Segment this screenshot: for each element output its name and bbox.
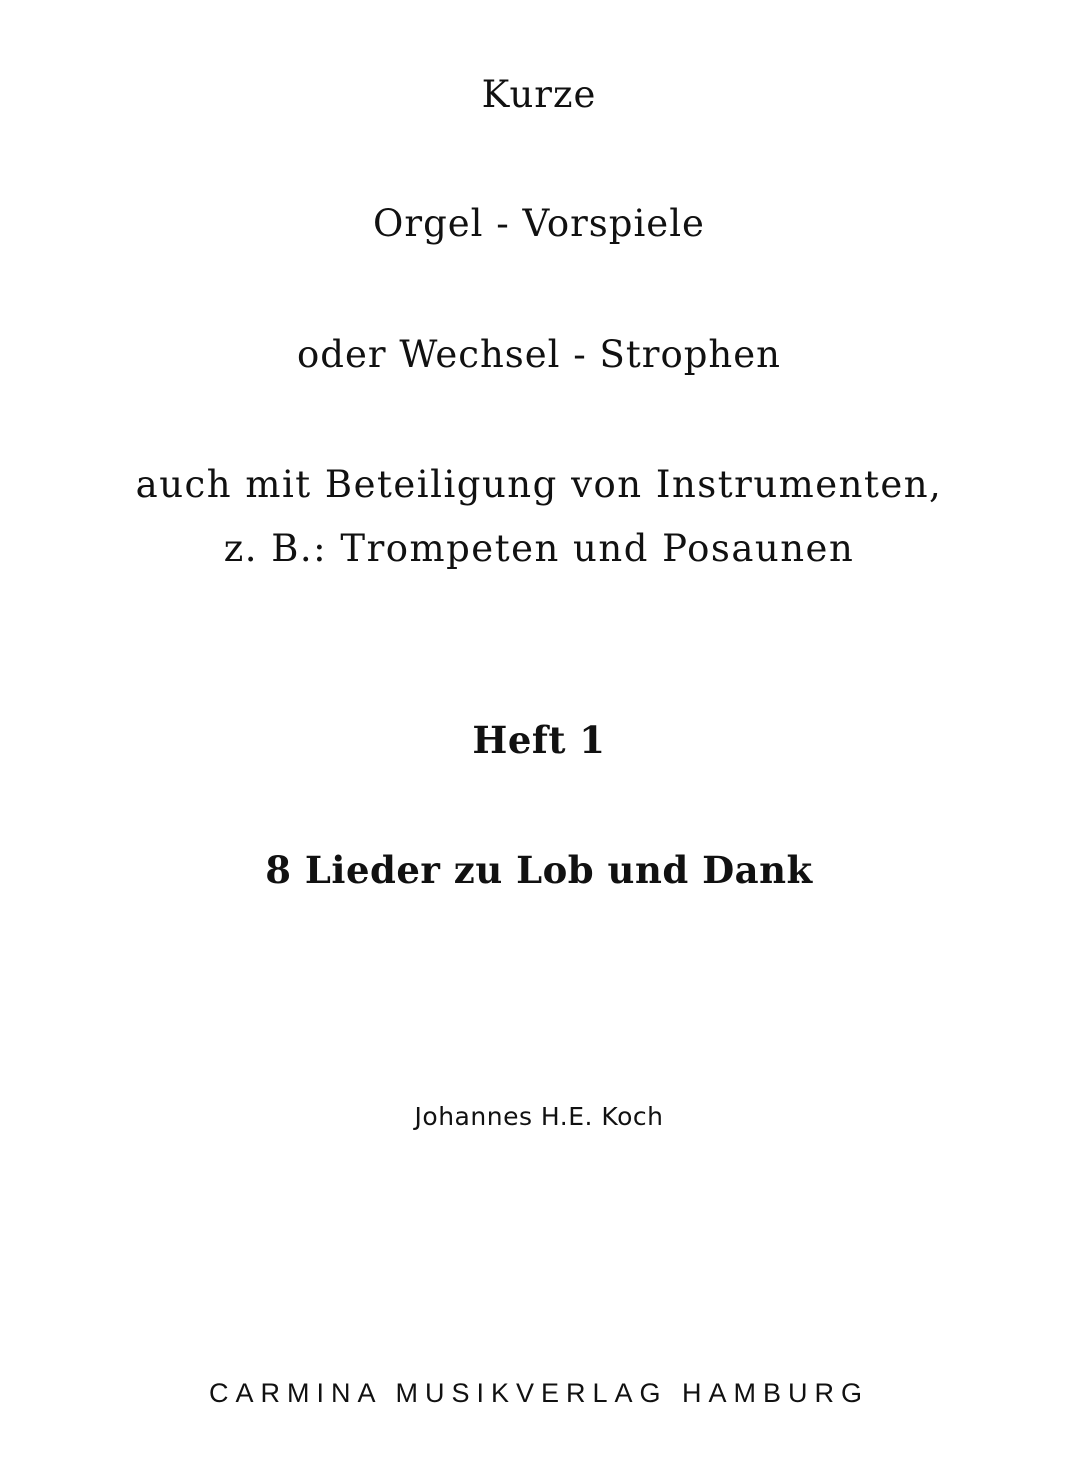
title-line-wechsel-strophen: oder Wechsel - Strophen (297, 333, 781, 376)
subtitle-line-instruments: auch mit Beteiligung von Instrumenten, (135, 463, 943, 506)
volume-label: Heft 1 (472, 718, 606, 762)
author-name: Johannes H.E. Koch (414, 1102, 664, 1131)
title-line-orgel-vorspiele: Orgel - Vorspiele (373, 202, 705, 245)
publisher-name: CARMINA MUSIKVERLAG HAMBURG (208, 1378, 870, 1408)
volume-description: 8 Lieder zu Lob und Dank (265, 848, 813, 892)
title-line-kurze: Kurze (481, 73, 597, 116)
subtitle-line-trumpets: z. B.: Trompeten und Posaunen (223, 527, 855, 570)
